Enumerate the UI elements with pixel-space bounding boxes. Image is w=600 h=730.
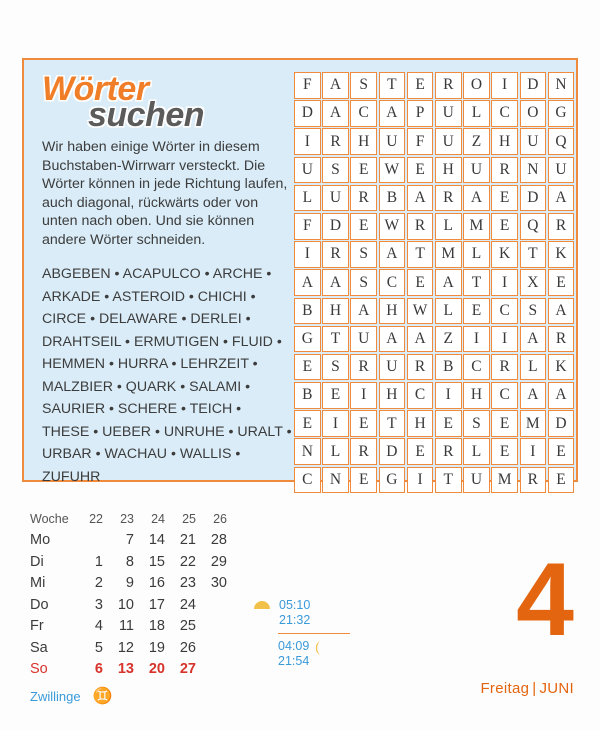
grid-cell[interactable]: M	[435, 241, 462, 268]
grid-cell[interactable]: L	[463, 438, 490, 465]
week-number: 24	[151, 511, 165, 526]
week-number: 25	[182, 511, 196, 526]
grid-cell[interactable]: N	[548, 72, 575, 99]
weekday-abbrev: Fr	[30, 618, 44, 635]
puzzle-title-line1: Wörter	[42, 70, 149, 108]
weekday-month-line	[480, 680, 574, 697]
grid-cell[interactable]: R	[491, 157, 518, 184]
puzzle-title	[42, 70, 294, 132]
grid-cell[interactable]: Q	[548, 128, 575, 155]
grid-cell[interactable]: C	[491, 100, 518, 127]
sunrise-sunset-row	[252, 598, 362, 628]
grid-cell[interactable]: N	[520, 157, 547, 184]
grid-cell[interactable]: W	[407, 298, 434, 325]
moon-icon	[316, 639, 336, 655]
mini-calendar-day[interactable]: 1	[94, 553, 103, 570]
mini-calendar-day[interactable]: 30	[210, 575, 227, 592]
mini-calendar-day[interactable]: 15	[148, 553, 165, 570]
week-number-row	[30, 508, 229, 530]
grid-cell[interactable]: W	[379, 157, 406, 184]
weekday-abbrev: Do	[30, 596, 49, 613]
grid-cell[interactable]: C	[350, 100, 377, 127]
grid-cell[interactable]: E	[491, 213, 518, 240]
mini-calendar-day[interactable]: 7	[125, 532, 134, 549]
grid-cell[interactable]: L	[322, 438, 349, 465]
grid-cell[interactable]: T	[435, 467, 462, 494]
grid-cell[interactable]: S	[520, 298, 547, 325]
grid-cell[interactable]: I	[520, 438, 547, 465]
mini-calendar-day[interactable]: 12	[117, 639, 134, 656]
grid-cell[interactable]: L	[520, 354, 547, 381]
grid-cell[interactable]: T	[463, 269, 490, 296]
grid-cell[interactable]: A	[379, 326, 406, 353]
weekday-abbrev: Sa	[30, 639, 48, 656]
grid-cell[interactable]: R	[407, 354, 434, 381]
grid-cell[interactable]: O	[520, 100, 547, 127]
grid-cell[interactable]: U	[548, 157, 575, 184]
weekday-abbrev: So	[30, 661, 48, 678]
grid-cell[interactable]: N	[294, 438, 321, 465]
sun-set-time: 21:32	[279, 613, 311, 627]
grid-cell[interactable]: A	[322, 269, 349, 296]
grid-cell[interactable]: G	[548, 100, 575, 127]
mini-calendar-day[interactable]	[198, 594, 229, 616]
moon-set-time: 21:54	[278, 654, 310, 668]
mini-calendar-row	[30, 551, 229, 573]
grid-cell[interactable]: C	[491, 298, 518, 325]
grid-cell[interactable]: M	[463, 213, 490, 240]
mini-calendar-day[interactable]	[74, 530, 105, 552]
week-number: 23	[120, 511, 134, 526]
mini-calendar-table	[30, 508, 229, 680]
grid-cell[interactable]: E	[548, 438, 575, 465]
month-label: JUNI	[539, 680, 574, 697]
grid-cell[interactable]: H	[435, 157, 462, 184]
grid-cell[interactable]: L	[463, 100, 490, 127]
grid-cell[interactable]: B	[294, 298, 321, 325]
grid-cell[interactable]: E	[491, 185, 518, 212]
day-number: 4	[516, 542, 574, 658]
grid-cell[interactable]: L	[294, 185, 321, 212]
mini-calendar-day[interactable]: 8	[125, 553, 134, 570]
grid-cell[interactable]: E	[294, 410, 321, 437]
mini-calendar-day[interactable]: 24	[179, 596, 196, 613]
weekday-label: Freitag	[480, 680, 530, 697]
grid-cell[interactable]: C	[379, 269, 406, 296]
grid-cell[interactable]: F	[294, 213, 321, 240]
letter-grid[interactable]	[294, 72, 574, 493]
weekday-abbrev: Mo	[30, 532, 51, 549]
grid-cell[interactable]: E	[463, 298, 490, 325]
grid-cell[interactable]: A	[548, 298, 575, 325]
grid-cell[interactable]: O	[463, 72, 490, 99]
mini-calendar-row	[30, 637, 229, 659]
weekday-abbrev: Di	[30, 553, 44, 570]
mini-calendar-row	[30, 616, 229, 638]
grid-cell[interactable]: H	[491, 128, 518, 155]
grid-cell[interactable]: T	[407, 241, 434, 268]
mini-calendar-day[interactable]: 17	[148, 596, 165, 613]
grid-cell[interactable]: F	[407, 128, 434, 155]
grid-cell[interactable]: F	[294, 72, 321, 99]
grid-cell[interactable]: S	[350, 269, 377, 296]
grid-cell[interactable]: I	[294, 241, 321, 268]
times-divider	[278, 633, 350, 634]
grid-cell[interactable]: B	[435, 354, 462, 381]
mini-calendar-day[interactable]: 18	[148, 618, 165, 635]
grid-cell[interactable]: U	[463, 157, 490, 184]
grid-cell[interactable]: D	[294, 100, 321, 127]
grid-cell[interactable]: E	[294, 354, 321, 381]
grid-cell[interactable]: I	[322, 410, 349, 437]
mini-calendar-day[interactable]: 26	[179, 639, 196, 656]
grid-cell[interactable]: E	[407, 269, 434, 296]
grid-cell[interactable]: U	[463, 467, 490, 494]
zodiac-label: Zwillinge	[30, 688, 81, 704]
grid-cell[interactable]: Z	[435, 326, 462, 353]
grid-cell[interactable]: A	[322, 72, 349, 99]
mini-calendar-day[interactable]: 10	[117, 596, 134, 613]
weekday-abbrev: Mi	[30, 575, 46, 592]
mini-calendar-day[interactable]: 9	[125, 575, 134, 592]
grid-cell[interactable]: E	[407, 438, 434, 465]
mini-calendar-day[interactable]: 23	[179, 575, 196, 592]
grid-cell[interactable]: T	[520, 241, 547, 268]
grid-cell[interactable]: E	[491, 438, 518, 465]
grid-cell[interactable]: R	[322, 128, 349, 155]
grid-cell[interactable]: I	[491, 269, 518, 296]
grid-cell[interactable]: S	[322, 157, 349, 184]
moon-rise-time: 04:09	[278, 639, 310, 653]
grid-cell[interactable]: U	[350, 326, 377, 353]
grid-cell[interactable]: D	[379, 438, 406, 465]
grid-cell[interactable]: A	[407, 185, 434, 212]
mini-calendar-day[interactable]: 27	[179, 661, 196, 678]
month-mini-calendar	[30, 508, 229, 680]
mini-calendar-day[interactable]: 22	[179, 553, 196, 570]
grid-cell[interactable]: E	[407, 72, 434, 99]
grid-cell[interactable]: C	[294, 467, 321, 494]
grid-cell[interactable]: I	[350, 382, 377, 409]
mini-calendar-day[interactable]: 5	[94, 639, 103, 656]
grid-cell[interactable]: L	[435, 298, 462, 325]
mini-calendar-row	[30, 594, 229, 616]
mini-calendar-day[interactable]: 4	[94, 618, 103, 635]
grid-cell[interactable]: U	[322, 185, 349, 212]
grid-cell[interactable]: H	[379, 298, 406, 325]
grid-cell[interactable]: C	[463, 354, 490, 381]
grid-cell[interactable]: P	[407, 100, 434, 127]
grid-cell[interactable]: R	[350, 354, 377, 381]
grid-cell[interactable]: R	[407, 213, 434, 240]
grid-cell[interactable]: H	[322, 298, 349, 325]
puzzle-title-line2: suchen	[88, 96, 205, 134]
grid-cell[interactable]: K	[548, 241, 575, 268]
grid-cell[interactable]: S	[350, 241, 377, 268]
mini-calendar-row	[30, 530, 229, 552]
grid-cell[interactable]: D	[520, 185, 547, 212]
week-number: 26	[213, 511, 227, 526]
grid-cell[interactable]: U	[520, 128, 547, 155]
grid-cell[interactable]: A	[435, 269, 462, 296]
grid-cell[interactable]: R	[322, 241, 349, 268]
mini-calendar-day[interactable]: 11	[118, 618, 134, 635]
mini-calendar-day[interactable]: 6	[94, 661, 103, 678]
week-number: 22	[89, 511, 103, 526]
puzzle-instructions: Wir haben einige Wörter in diesem Buchstaben-Wirrwarr versteckt. Die Wörter können in jede Richtung laufen, auch diagonal, rückwärts oder von unten nach oben. Und sie können andere Wörter schneiden.	[42, 139, 288, 248]
grid-cell[interactable]: R	[435, 72, 462, 99]
grid-cell[interactable]: E	[548, 269, 575, 296]
grid-cell[interactable]: U	[294, 157, 321, 184]
mini-calendar-day[interactable]: 28	[210, 532, 227, 549]
grid-cell[interactable]: A	[379, 241, 406, 268]
grid-cell[interactable]: L	[463, 241, 490, 268]
grid-cell[interactable]: E	[548, 467, 575, 494]
grid-cell[interactable]: C	[491, 382, 518, 409]
sun-icon	[252, 598, 272, 614]
mini-calendar-day[interactable]: 21	[179, 532, 196, 549]
week-label: Woche	[30, 511, 69, 526]
mini-calendar-day[interactable]: 13	[117, 661, 134, 678]
grid-cell[interactable]: S	[322, 354, 349, 381]
grid-cell[interactable]: R	[548, 213, 575, 240]
mini-calendar-body	[30, 530, 229, 681]
date-separator: |	[532, 680, 537, 697]
grid-cell[interactable]: H	[379, 382, 406, 409]
puzzle-word-list: ABGEBEN • ACAPULCO • ARCHE • ARKADE • ASTEROID • CHICHI • CIRCE • DELAWARE • DERLEI • DRAHTSEIL • ERMUTIGEN • FLUID • HEMMEN • HURRA • LEHRZEIT • MALZBIER • QUARK • SALAMI • SAURIER • SCHERE • TEICH • THESE • UEBER • UNRUHE • URALT • URBAR • WACHAU • WALLIS • ZUFUHR	[42, 266, 292, 485]
grid-cell[interactable]: E	[350, 467, 377, 494]
zodiac-sign	[30, 686, 113, 706]
grid-cell[interactable]: U	[435, 100, 462, 127]
mini-calendar-row	[30, 573, 229, 595]
mini-calendar-row	[30, 659, 229, 681]
grid-cell[interactable]: A	[548, 185, 575, 212]
grid-cell[interactable]: D	[322, 213, 349, 240]
grid-cell[interactable]: A	[379, 100, 406, 127]
grid-cell[interactable]: H	[407, 410, 434, 437]
grid-cell[interactable]: L	[435, 213, 462, 240]
mini-calendar-day[interactable]	[198, 616, 229, 638]
mini-calendar-day[interactable]: 3	[94, 596, 103, 613]
grid-cell[interactable]: R	[350, 438, 377, 465]
grid-cell[interactable]: T	[322, 326, 349, 353]
grid-cell[interactable]: T	[379, 410, 406, 437]
grid-cell[interactable]: M	[491, 467, 518, 494]
grid-cell[interactable]: A	[322, 100, 349, 127]
grid-cell[interactable]: K	[491, 241, 518, 268]
grid-cell[interactable]: H	[463, 382, 490, 409]
grid-cell[interactable]: C	[407, 382, 434, 409]
grid-cell[interactable]: I	[407, 467, 434, 494]
grid-cell[interactable]: A	[294, 269, 321, 296]
grid-cell[interactable]: E	[435, 410, 462, 437]
mini-calendar-day[interactable]: 25	[179, 618, 196, 635]
gemini-icon: ♊	[92, 688, 113, 705]
mini-calendar-day[interactable]	[198, 637, 229, 659]
grid-cell[interactable]: E	[407, 157, 434, 184]
grid-cell[interactable]: I	[463, 326, 490, 353]
mini-calendar-day[interactable]: 16	[148, 575, 165, 592]
grid-cell[interactable]: A	[463, 185, 490, 212]
grid-cell[interactable]: D	[548, 410, 575, 437]
grid-cell[interactable]: D	[520, 72, 547, 99]
grid-cell[interactable]: A	[520, 326, 547, 353]
grid-cell[interactable]: S	[463, 410, 490, 437]
grid-cell[interactable]: G	[379, 467, 406, 494]
grid-cell[interactable]: M	[520, 410, 547, 437]
grid-cell[interactable]: T	[379, 72, 406, 99]
sun-moon-times	[252, 598, 362, 669]
sun-rise-time: 05:10	[279, 598, 311, 612]
mini-calendar-day[interactable]	[198, 659, 229, 681]
grid-cell[interactable]: A	[548, 382, 575, 409]
grid-cell[interactable]: R	[491, 354, 518, 381]
grid-cell[interactable]: B	[379, 185, 406, 212]
grid-cell[interactable]: A	[407, 326, 434, 353]
mini-calendar-day[interactable]: 14	[148, 532, 165, 549]
grid-cell[interactable]: U	[379, 354, 406, 381]
grid-cell[interactable]: G	[294, 326, 321, 353]
grid-cell[interactable]: I	[491, 326, 518, 353]
grid-cell[interactable]: X	[520, 269, 547, 296]
grid-cell[interactable]: S	[350, 72, 377, 99]
grid-cell[interactable]: U	[435, 128, 462, 155]
moonrise-moonset-row	[252, 639, 362, 669]
word-search-panel	[22, 58, 578, 488]
mini-calendar-day[interactable]: 20	[148, 661, 165, 678]
grid-cell[interactable]: Z	[463, 128, 490, 155]
grid-cell[interactable]: E	[350, 157, 377, 184]
grid-cell[interactable]: W	[379, 213, 406, 240]
grid-cell[interactable]: R	[435, 438, 462, 465]
grid-cell[interactable]: I	[435, 382, 462, 409]
grid-cell[interactable]: A	[350, 298, 377, 325]
grid-cell[interactable]: E	[350, 410, 377, 437]
grid-cell[interactable]: N	[322, 467, 349, 494]
grid-cell[interactable]: R	[548, 326, 575, 353]
grid-cell[interactable]: B	[294, 382, 321, 409]
grid-cell[interactable]: R	[350, 185, 377, 212]
mini-calendar-day[interactable]: 29	[210, 553, 227, 570]
puzzle-text-column	[42, 70, 294, 488]
grid-cell[interactable]: K	[548, 354, 575, 381]
grid-cell[interactable]: A	[520, 382, 547, 409]
grid-cell[interactable]: E	[491, 410, 518, 437]
grid-cell[interactable]: E	[350, 213, 377, 240]
grid-cell[interactable]: R	[435, 185, 462, 212]
grid-cell[interactable]: E	[322, 382, 349, 409]
grid-cell[interactable]: Q	[520, 213, 547, 240]
grid-cell[interactable]: R	[520, 467, 547, 494]
mini-calendar-day[interactable]: 2	[94, 575, 103, 592]
grid-cell[interactable]: H	[350, 128, 377, 155]
grid-cell[interactable]: I	[294, 128, 321, 155]
grid-cell[interactable]: I	[491, 72, 518, 99]
mini-calendar-day[interactable]: 19	[148, 639, 165, 656]
grid-cell[interactable]: U	[379, 128, 406, 155]
